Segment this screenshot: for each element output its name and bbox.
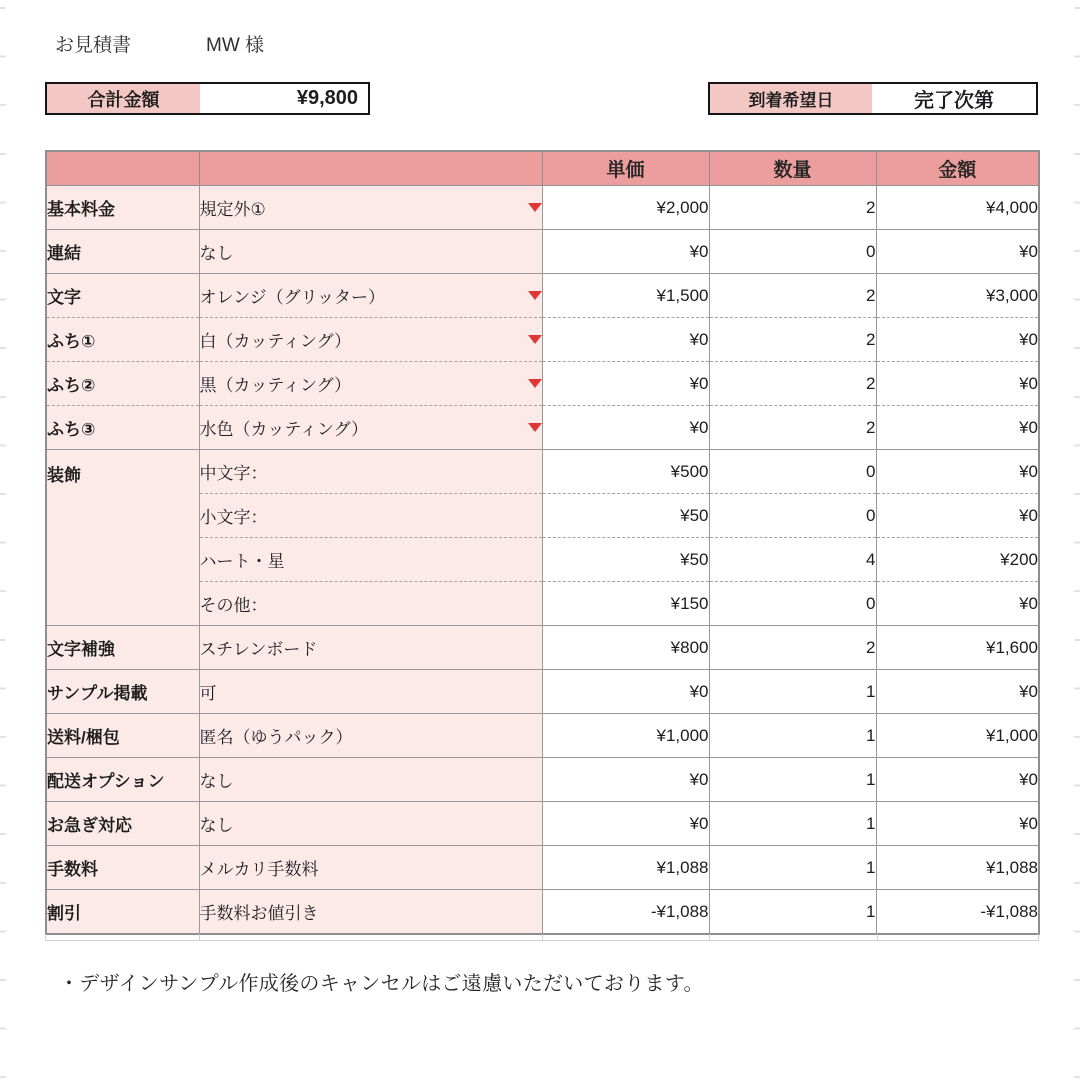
unit-price-cell: ¥500 bbox=[542, 450, 709, 494]
amount-cell: ¥4,000 bbox=[876, 186, 1039, 230]
item-cell: 文字補強 bbox=[46, 626, 199, 670]
quantity-cell: 4 bbox=[709, 538, 876, 582]
table-row bbox=[46, 186, 1039, 230]
table-row bbox=[46, 318, 1039, 362]
next-sheet-row-sliver bbox=[45, 934, 1039, 941]
unit-price-cell: ¥1,000 bbox=[542, 714, 709, 758]
unit-price-cell: ¥1,088 bbox=[542, 846, 709, 890]
dropdown-arrow-icon[interactable] bbox=[528, 291, 542, 300]
amount-cell: ¥0 bbox=[876, 406, 1039, 450]
item-cell: ふち② bbox=[46, 362, 199, 406]
unit-price-cell: ¥1,500 bbox=[542, 274, 709, 318]
desc-cell: なし bbox=[199, 230, 542, 274]
table-row bbox=[46, 450, 1039, 494]
total-amount-label: 合計金額 bbox=[47, 84, 200, 113]
column-header-desc bbox=[199, 151, 542, 186]
unit-price-cell: ¥800 bbox=[542, 626, 709, 670]
desc-cell: なし bbox=[199, 802, 542, 846]
desc-value: 白（カッティング） bbox=[199, 332, 352, 351]
table-header-row bbox=[46, 151, 1039, 186]
table-row bbox=[46, 890, 1039, 935]
table-row bbox=[46, 670, 1039, 714]
desc-cell: その他： bbox=[199, 582, 542, 626]
amount-cell: ¥0 bbox=[876, 758, 1039, 802]
quantity-cell: 1 bbox=[709, 670, 876, 714]
unit-price-cell: ¥0 bbox=[542, 362, 709, 406]
unit-price-cell: ¥0 bbox=[542, 670, 709, 714]
quantity-cell: 2 bbox=[709, 626, 876, 670]
table-row bbox=[46, 846, 1039, 890]
item-cell: 連結 bbox=[46, 230, 199, 274]
arrival-date-value: 完了次第 bbox=[914, 90, 994, 112]
amount-cell: ¥200 bbox=[876, 538, 1039, 582]
amount-cell: ¥1,088 bbox=[876, 846, 1039, 890]
item-cell: お急ぎ対応 bbox=[46, 802, 199, 846]
quantity-cell: 1 bbox=[709, 758, 876, 802]
unit-price-cell: ¥0 bbox=[542, 758, 709, 802]
amount-cell: ¥0 bbox=[876, 494, 1039, 538]
table-row bbox=[46, 274, 1039, 318]
quantity-cell: 2 bbox=[709, 406, 876, 450]
table-row bbox=[46, 626, 1039, 670]
quantity-cell: 2 bbox=[709, 362, 876, 406]
table-row bbox=[46, 802, 1039, 846]
unit-price-cell: ¥0 bbox=[542, 318, 709, 362]
quantity-cell: 1 bbox=[709, 846, 876, 890]
total-amount-value: ¥9,800 bbox=[296, 87, 358, 109]
desc-dropdown-cell[interactable] bbox=[199, 186, 542, 230]
desc-dropdown-cell[interactable] bbox=[199, 406, 542, 450]
desc-value: 規定外① bbox=[199, 200, 266, 219]
column-header-item bbox=[46, 151, 199, 186]
item-cell: 装飾 bbox=[46, 450, 199, 626]
arrival-date-box bbox=[708, 82, 1038, 115]
dropdown-arrow-icon[interactable] bbox=[528, 423, 542, 432]
customer-name: MW 様 bbox=[206, 35, 265, 56]
quantity-cell: 2 bbox=[709, 274, 876, 318]
quantity-cell: 0 bbox=[709, 494, 876, 538]
column-header-unit-price: 単価 bbox=[542, 151, 709, 186]
amount-cell: ¥0 bbox=[876, 802, 1039, 846]
unit-price-cell: ¥0 bbox=[542, 802, 709, 846]
item-cell: 基本料金 bbox=[46, 186, 199, 230]
unit-price-cell: ¥150 bbox=[542, 582, 709, 626]
column-header-quantity: 数量 bbox=[709, 151, 876, 186]
total-amount-box bbox=[45, 82, 370, 115]
quantity-cell: 1 bbox=[709, 802, 876, 846]
amount-cell: ¥0 bbox=[876, 450, 1039, 494]
amount-cell: -¥1,088 bbox=[876, 890, 1039, 935]
item-cell: 手数料 bbox=[46, 846, 199, 890]
desc-cell: なし bbox=[199, 758, 542, 802]
quantity-cell: 0 bbox=[709, 450, 876, 494]
desc-dropdown-cell[interactable] bbox=[199, 274, 542, 318]
edge-tick-marks-left bbox=[0, 0, 6, 1080]
item-cell: 配送オプション bbox=[46, 758, 199, 802]
desc-value: オレンジ（グリッター） bbox=[199, 288, 385, 307]
amount-cell: ¥0 bbox=[876, 318, 1039, 362]
edge-tick-marks-right bbox=[1074, 0, 1080, 1080]
table-row bbox=[46, 758, 1039, 802]
table-row bbox=[46, 362, 1039, 406]
table-row bbox=[46, 714, 1039, 758]
desc-cell: ハート・星 bbox=[199, 538, 542, 582]
amount-cell: ¥0 bbox=[876, 230, 1039, 274]
amount-cell: ¥0 bbox=[876, 670, 1039, 714]
desc-value: 水色（カッティング） bbox=[199, 420, 369, 439]
unit-price-cell: ¥0 bbox=[542, 230, 709, 274]
amount-cell: ¥0 bbox=[876, 362, 1039, 406]
item-cell: 割引 bbox=[46, 890, 199, 935]
unit-price-cell: ¥50 bbox=[542, 538, 709, 582]
desc-dropdown-cell[interactable] bbox=[199, 318, 542, 362]
unit-price-cell: ¥0 bbox=[542, 406, 709, 450]
desc-dropdown-cell[interactable] bbox=[199, 362, 542, 406]
item-cell: 送料/梱包 bbox=[46, 714, 199, 758]
quantity-cell: 1 bbox=[709, 714, 876, 758]
table-row bbox=[46, 406, 1039, 450]
amount-cell: ¥3,000 bbox=[876, 274, 1039, 318]
arrival-date-label: 到着希望日 bbox=[710, 84, 872, 113]
dropdown-arrow-icon[interactable] bbox=[528, 203, 542, 212]
dropdown-arrow-icon[interactable] bbox=[528, 335, 542, 344]
desc-cell: 中文字： bbox=[199, 450, 542, 494]
column-header-amount: 金額 bbox=[876, 151, 1039, 186]
item-cell: ふち③ bbox=[46, 406, 199, 450]
item-cell: サンプル掲載 bbox=[46, 670, 199, 714]
unit-price-cell: ¥50 bbox=[542, 494, 709, 538]
desc-cell: 匿名（ゆうパック） bbox=[199, 714, 542, 758]
amount-cell: ¥1,000 bbox=[876, 714, 1039, 758]
quantity-cell: 0 bbox=[709, 230, 876, 274]
desc-cell: 可 bbox=[199, 670, 542, 714]
item-cell: ふち① bbox=[46, 318, 199, 362]
desc-value: 黒（カッティング） bbox=[199, 376, 352, 395]
desc-cell: メルカリ手数料 bbox=[199, 846, 542, 890]
cancellation-note: ・デザインサンプル作成後のキャンセルはご遠慮いただいております。 bbox=[59, 973, 704, 995]
desc-cell: スチレンボード bbox=[199, 626, 542, 670]
amount-cell: ¥0 bbox=[876, 582, 1039, 626]
quantity-cell: 0 bbox=[709, 582, 876, 626]
table-row bbox=[46, 230, 1039, 274]
desc-cell: 手数料お値引き bbox=[199, 890, 542, 935]
item-cell: 文字 bbox=[46, 274, 199, 318]
unit-price-cell: -¥1,088 bbox=[542, 890, 709, 935]
quantity-cell: 1 bbox=[709, 890, 876, 935]
desc-cell: 小文字： bbox=[199, 494, 542, 538]
dropdown-arrow-icon[interactable] bbox=[528, 379, 542, 388]
page-title: お見積書 bbox=[55, 35, 132, 56]
amount-cell: ¥1,600 bbox=[876, 626, 1039, 670]
quantity-cell: 2 bbox=[709, 318, 876, 362]
quantity-cell: 2 bbox=[709, 186, 876, 230]
estimate-table bbox=[45, 150, 1040, 935]
unit-price-cell: ¥2,000 bbox=[542, 186, 709, 230]
